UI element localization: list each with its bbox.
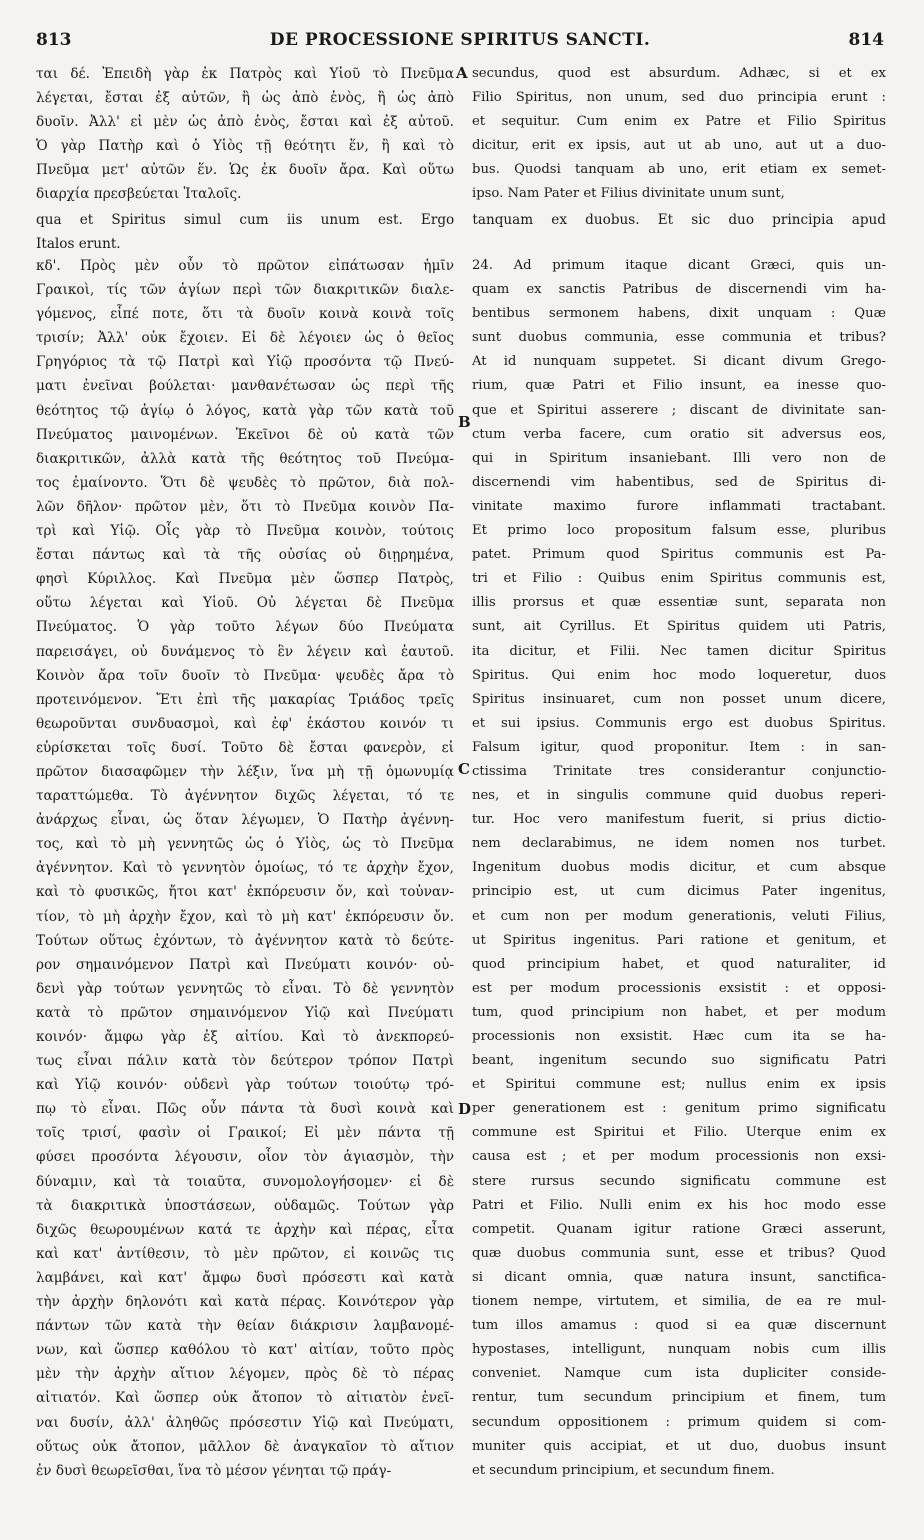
margin-marker-d: D xyxy=(458,1100,472,1118)
greek-text-line: οὕτω λέγεται καὶ Υἱοῦ. Οὐ λέγεται δὲ Πνεῦμα xyxy=(36,595,454,612)
latin-text-line: tur. Hoc vero manifestum fuerit, si prius dictio- xyxy=(472,812,886,828)
latin-text-line: rentur, tum secundum principium et finem, tum xyxy=(472,1390,886,1406)
greek-text-line: παρεισάγει, οὐ δυνάμενος τὸ ἓν λέγειν καὶ ἑαυτοῦ. xyxy=(36,643,454,660)
greek-text-line: τρισίν; Ἀλλ' οὐκ ἔχοιεν. Εἰ δὲ λέγοιεν ὡς ὁ θεῖος xyxy=(36,330,454,347)
latin-text-line: qui in Spiritum insaniebant. Illi vero non de xyxy=(472,450,886,466)
latin-text-line: secundus, quod est absurdum. Adhæc, si et ex xyxy=(472,66,886,81)
latin-text-line: stere rursus secundo significatu commune est xyxy=(472,1173,886,1189)
latin-text-line: ita dicitur, et Filii. Nec tamen dicitur Spiritus xyxy=(472,643,886,659)
running-header xyxy=(36,30,884,54)
full-width-line: Italos erunt. xyxy=(36,236,121,252)
greek-text-line: Κοινὸν ἄρα τοῖν δυοῖν τὸ Πνεῦμα· ψευδὲς ἄρα τὸ xyxy=(36,667,454,684)
greek-text-line: κδ'. Πρὸς μὲν οὖν τὸ πρῶτον εἰπάτωσαν ἡμῖν xyxy=(36,258,454,274)
page-number-left: 813 xyxy=(36,30,72,50)
page-number-right: 814 xyxy=(848,30,884,50)
latin-text-line: ctum verba facere, cum oratio sit adversus eos, xyxy=(472,426,886,442)
greek-text-line: θεωροῦνται συνδυασμοὶ, καὶ ἐφ' ἑκάστου κοινόν τι xyxy=(36,715,454,732)
greek-text-line: πρῶτον διασαφῶμεν τὴν λέξιν, ἵνα μὴ τῇ ὁμωνυμίᾳ xyxy=(36,763,454,780)
latin-text-line: 24. Ad primum itaque dicant Græci, quis un- xyxy=(472,258,886,273)
latin-text-line: muniter quis accipiat, et ut duo, duobus insunt xyxy=(472,1438,886,1454)
latin-text-line: tionem nempe, virtutem, et similia, de ea re mul- xyxy=(472,1294,886,1310)
greek-text-line: λέγεται, ἔσται ἐξ αὐτῶν, ἢ ὡς ἀπὸ ἑνὸς, ἢ ὡς ἀπὸ xyxy=(36,90,454,107)
latin-text-line: per generationem est : genitum primo significatu xyxy=(472,1101,886,1117)
latin-text-line: dicitur, erit ex ipsis, aut ut ab uno, aut ut a duo- xyxy=(472,138,886,154)
greek-text-line: εὑρίσκεται τοῖς δυσί. Τοῦτο δὲ ἔσται φανερὸν, εἰ xyxy=(36,739,454,756)
latin-text-line: Spiritus insinuaret, cum non posset unum dicere, xyxy=(472,691,886,707)
latin-text-line: hypostases, intelligunt, nunquam nobis cum illis xyxy=(472,1342,886,1358)
greek-text-line: μὲν τὴν ἀρχὴν αἴτιον λέγομεν, πρὸς δὲ τὸ πέρας xyxy=(36,1366,454,1383)
greek-text-line: Πνεῦμα μετ' αὐτῶν ἕν. Ὡς ἐκ δυοῖν ἄρα. Καὶ οὕτω xyxy=(36,162,454,179)
latin-text-line: quod principium habet, et quod naturaliter, id xyxy=(472,956,886,972)
latin-text-line: At id nunquam suppetet. Si dicant divum Grego- xyxy=(472,354,886,370)
greek-text-line: γόμενος, εἶπέ ποτε, ὅτι τὰ δυοῖν κοινὰ κοινὰ τοῖς xyxy=(36,306,454,323)
greek-text-line: Γρηγόριος τὰ τῷ Πατρὶ καὶ Υἱῷ προσόντα τῷ Πνεύ- xyxy=(36,354,454,371)
greek-text-line: τοῖς τρισί, φασὶν οἱ Γραικοί; Εἰ μὲν πάντα τῇ xyxy=(36,1125,454,1142)
margin-marker-b: B xyxy=(458,413,471,431)
latin-text-line: quam ex sanctis Patribus de discernendi vim ha- xyxy=(472,282,886,298)
greek-column-top xyxy=(36,62,454,207)
greek-text-line: ρον σημαινόμενον Πατρὶ καὶ Πνεύματι κοινόν· οὐ- xyxy=(36,956,454,973)
greek-text-line: καὶ τὸ φυσικῶς, ἤτοι κατ' ἐκπόρευσιν ὄν, καὶ τοὐναν- xyxy=(36,884,454,901)
latin-text-line: et sequitur. Cum enim ex Patre et Filio Spiritus xyxy=(472,114,886,130)
greek-text-line: δύναμιν, καὶ τὰ τοιαῦτα, συνομολογήσομεν· εἰ δὲ xyxy=(36,1173,454,1190)
full-width-line: qua et Spiritus simul cum iis unum est. Ergo tanquam ex duobus. Et sic duo principia apud xyxy=(36,212,886,228)
latin-text-line: Falsum igitur, quod proponitur. Item : in san- xyxy=(472,739,886,755)
greek-text-line: λαμβάνει, καὶ κατ' ἄμφω δυσὶ πρόσεστι καὶ κατὰ xyxy=(36,1269,454,1286)
greek-text-line: διακριτικῶν, ἀλλὰ κατὰ τῆς θεότητος τοῦ Πνεύμα- xyxy=(36,450,454,467)
latin-text-line: discernendi vim habentibus, sed de Spiritus di- xyxy=(472,474,886,490)
greek-text-line: ἔσται πάντως καὶ τὰ τῆς οὐσίας οὐ διῃρημένα, xyxy=(36,547,454,564)
greek-text-line: Πνεύματος μαινομένων. Ἐκεῖνοι δὲ οὐ κατὰ τῶν xyxy=(36,426,454,443)
latin-text-line: Patri et Filio. Nulli enim ex his hoc modo esse xyxy=(472,1197,886,1213)
latin-column-main xyxy=(472,254,886,1483)
latin-text-line: nes, et in singulis commune quid duobus reperi- xyxy=(472,788,886,804)
greek-text-line: τίον, τὸ μὴ ἀρχὴν ἔχον, καὶ τὸ μὴ κατ' ἐκπόρευσιν ὄν. xyxy=(36,908,454,925)
latin-text-line: causa est ; et per modum processionis non exsi- xyxy=(472,1149,886,1165)
greek-text-line: καὶ κατ' ἀντίθεσιν, τὸ μὲν πρῶτον, εἰ κοινῶς τις xyxy=(36,1245,454,1262)
greek-text-line: πῳ τὸ εἶναι. Πῶς οὖν πάντα τὰ δυσὶ κοινὰ καὶ xyxy=(36,1101,454,1118)
greek-text-line: αἰτιατόν. Καὶ ὥσπερ οὐκ ἄτοπον τὸ αἰτιατὸν ἐνεῖ- xyxy=(36,1390,454,1407)
greek-text-line: ματι ἐνεῖναι βούλεται· μανθανέτωσαν ὡς περὶ τῆς xyxy=(36,378,454,395)
greek-text-line: ναι δυσίν, ἀλλ' ἀληθῶς πρόσεστιν Υἱῷ καὶ Πνεύματι, xyxy=(36,1414,454,1431)
greek-text-line: νων, καὶ ὥσπερ καθόλου τὸ κατ' αἰτίαν, τοῦτο πρὸς xyxy=(36,1342,454,1359)
latin-text-line: secundum oppositionem : primum quidem si com- xyxy=(472,1414,886,1430)
latin-text-line: ut Spiritus ingenitus. Pari ratione et genitum, et xyxy=(472,932,886,948)
latin-text-line: quæ duobus communia sunt, esse et tribus? Quod xyxy=(472,1245,886,1261)
greek-text-line: τὰ διακριτικὰ ὑποστάσεων, οὐδαμῶς. Τούτων γὰρ xyxy=(36,1197,454,1214)
latin-text-line: Ingenitum duobus modis dicitur, et cum absque xyxy=(472,860,886,876)
full-width-text xyxy=(36,208,886,256)
latin-text-line: patet. Primum quod Spiritus communis est Pa- xyxy=(472,547,886,563)
latin-text-line: commune est Spiritui et Filio. Uterque enim ex xyxy=(472,1125,886,1141)
latin-text-line: tum, quod principium non habet, et per modum xyxy=(472,1004,886,1020)
latin-column-top xyxy=(472,62,886,207)
latin-text-line: ipso. Nam Pater et Filius divinitate unum sunt, xyxy=(472,186,785,202)
greek-text-line: ἀνάρχως εἶναι, ὡς ὅταν λέγωμεν, Ὁ Πατὴρ ἀγέννη- xyxy=(36,812,454,829)
greek-text-line: Πνεύματος. Ὁ γὰρ τοῦτο λέγων δύο Πνεύματα xyxy=(36,619,454,636)
greek-text-line: τως εἶναι πάλιν κατὰ τὸν δεύτερον τρόπον Πατρὶ xyxy=(36,1053,454,1070)
latin-text-line: principio est, ut cum dicimus Pater ingenitus, xyxy=(472,884,886,900)
latin-text-line: si dicant omnia, quæ natura insunt, sanctifica- xyxy=(472,1269,886,1285)
latin-text-line: ctissima Trinitate tres considerantur conjunctio- xyxy=(472,763,886,779)
latin-text-line: bus. Quodsi tanquam ab uno, erit etiam ex semet- xyxy=(472,162,886,178)
greek-text-line: τρὶ καὶ Υἱῷ. Οἷς γὰρ τὸ Πνεῦμα κοινὸν, τούτοις xyxy=(36,523,454,540)
greek-text-line: τος ἐμαίνοντο. Ὅτι δὲ ψευδὲς τὸ πρῶτον, διὰ πολ- xyxy=(36,474,454,491)
latin-text-line: rium, quæ Patri et Filio insunt, ea inesse quo- xyxy=(472,378,886,394)
latin-text-line: sunt, ait Cyrillus. Et Spiritus quidem uti Patris, xyxy=(472,619,886,635)
latin-text-line: processionis non exsistit. Hæc cum ita se ha- xyxy=(472,1029,886,1044)
latin-text-line: tri et Filio : Quibus enim Spiritus communis est, xyxy=(472,571,886,587)
greek-text-line: Ὁ γὰρ Πατὴρ καὶ ὁ Υἱὸς τῇ θεότητι ἕν, ἢ καὶ τὸ xyxy=(36,138,454,155)
running-title: DE PROCESSIONE SPIRITUS SANCTI. xyxy=(269,30,651,50)
greek-text-line: ἀγέννητον. Καὶ τὸ γεννητὸν ὁμοίως, τό τε ἀρχὴν ἔχον, xyxy=(36,860,454,877)
latin-text-line: bentibus sermonem habens, dixit unquam : Quæ xyxy=(472,306,886,322)
greek-text-line: τος, καὶ τὸ μὴ γεννητῶς ὡς ὁ Υἱὸς, ὡς τὸ Πνεῦμα xyxy=(36,836,454,853)
latin-text-line: Et primo loco propositum falsum esse, pluribus xyxy=(472,523,886,539)
greek-text-line: τὴν ἀρχὴν δηλονότι καὶ κατὰ πέρας. Κοινότερον γὰρ xyxy=(36,1294,454,1311)
greek-text-line: φύσει προσόντα λέγουσιν, οἷον τὸν ἁγιασμὸν, τὴν xyxy=(36,1149,454,1166)
margin-marker-c: C xyxy=(458,760,470,778)
greek-text-line: θεότητος τῷ ἁγίῳ ὁ λόγος, κατὰ γὰρ τῶν κατὰ τοῦ xyxy=(36,402,454,419)
greek-text-line: οὕτως οὐκ ἄτοπον, μᾶλλον δὲ ἀναγκαῖον τὸ αἴτιον xyxy=(36,1438,454,1455)
latin-text-line: nem declarabimus, ne idem nomen nos turbet. xyxy=(472,836,886,852)
latin-text-line: et cum non per modum generationis, veluti Filius, xyxy=(472,908,886,924)
latin-text-line: Filio Spiritus, non unum, sed duo principia erunt : xyxy=(472,90,886,106)
latin-text-line: beant, ingenitum secundo suo significatu Patri xyxy=(472,1053,886,1069)
greek-text-line: φησὶ Κύριλλος. Καὶ Πνεῦμα μὲν ὥσπερ Πατρὸς, xyxy=(36,571,454,588)
greek-text-line: ται δέ. Ἐπειδὴ γὰρ ἐκ Πατρὸς καὶ Υἱοῦ τὸ Πνεῦμα xyxy=(36,66,454,82)
latin-text-line: Spiritus. Qui enim hoc modo loqueretur, duos xyxy=(472,667,886,683)
latin-text-line: illis prorsus et quæ essentiæ sunt, separata non xyxy=(472,595,886,611)
greek-column-main xyxy=(36,254,454,1483)
greek-text-line: πάντων τῶν κατὰ τὴν θείαν διάκρισιν λαμβανομέ- xyxy=(36,1318,454,1335)
margin-marker-a: A xyxy=(456,64,468,82)
latin-text-line: que et Spiritui asserere ; discant de divinitate san- xyxy=(472,402,886,418)
latin-text-line: et Spiritui commune est; nullus enim ex ipsis xyxy=(472,1077,886,1093)
greek-text-line: διαρχία πρεσβεύεται Ἰταλοῖς. xyxy=(36,186,242,203)
latin-text-line: est per modum processionis exsistit : et opposi- xyxy=(472,980,886,996)
greek-text-line: ἐν δυσὶ θεωρεῖσθαι, ἵνα τὸ μέσον γένηται τῷ πράγ- xyxy=(36,1462,392,1479)
latin-text-line: et sui ipsius. Communis ergo est duobus Spiritus. xyxy=(472,715,886,731)
latin-text-line: et secundum principium, et secundum finem. xyxy=(472,1462,775,1478)
greek-text-line: διχῶς θεωρουμένων κατά τε ἀρχὴν καὶ πέρας, εἶτα xyxy=(36,1221,454,1238)
greek-text-line: ταραττώμεθα. Τὸ ἀγέννητον διχῶς λέγεται, τό τε xyxy=(36,788,454,805)
latin-text-line: conveniet. Namque cum ista dupliciter conside- xyxy=(472,1366,886,1382)
greek-text-line: Γραικοὶ, τίς τῶν ἁγίων περὶ τῶν διακριτικῶν διαλε- xyxy=(36,282,454,299)
greek-text-line: λῶν δῆλον· πρῶτον μὲν, ὅτι τὸ Πνεῦμα κοινὸν Πα- xyxy=(36,498,454,515)
greek-text-line: καὶ Υἱῷ κοινόν· οὐδενὶ γὰρ τούτων τοιούτῳ τρό- xyxy=(36,1077,454,1094)
latin-text-line: tum illos amamus : quod si ea quæ discernunt xyxy=(472,1318,886,1334)
greek-text-line: Τούτων οὕτως ἐχόντων, τὸ ἀγέννητον κατὰ τὸ δεύτε- xyxy=(36,932,454,949)
latin-text-line: competit. Quanam igitur ratione Græci asserunt, xyxy=(472,1221,886,1237)
greek-text-line: κατὰ τὸ πρῶτον σημαινόμενον Υἱῷ καὶ Πνεύματι xyxy=(36,1004,454,1021)
greek-text-line: δυοῖν. Ἀλλ' εἰ μὲν ὡς ἀπὸ ἑνὸς, ἔσται καὶ ἐξ αὐτοῦ. xyxy=(36,114,454,131)
greek-text-line: δενὶ γὰρ τούτων γεννητῶς τὸ εἶναι. Τὸ δὲ γεννητὸν xyxy=(36,980,454,997)
greek-text-line: προτεινόμενον. Ἔτι ἐπὶ τῆς μακαρίας Τριάδος τρεῖς xyxy=(36,691,454,708)
latin-text-line: sunt duobus communia, esse communia et tribus? xyxy=(472,330,886,346)
greek-text-line: κοινόν· ἄμφω γὰρ ἐξ αἰτίου. Καὶ τὸ ἀνεκπορεύ- xyxy=(36,1029,454,1045)
latin-text-line: vinitate maximo furore inflammati tractabant. xyxy=(472,498,886,514)
